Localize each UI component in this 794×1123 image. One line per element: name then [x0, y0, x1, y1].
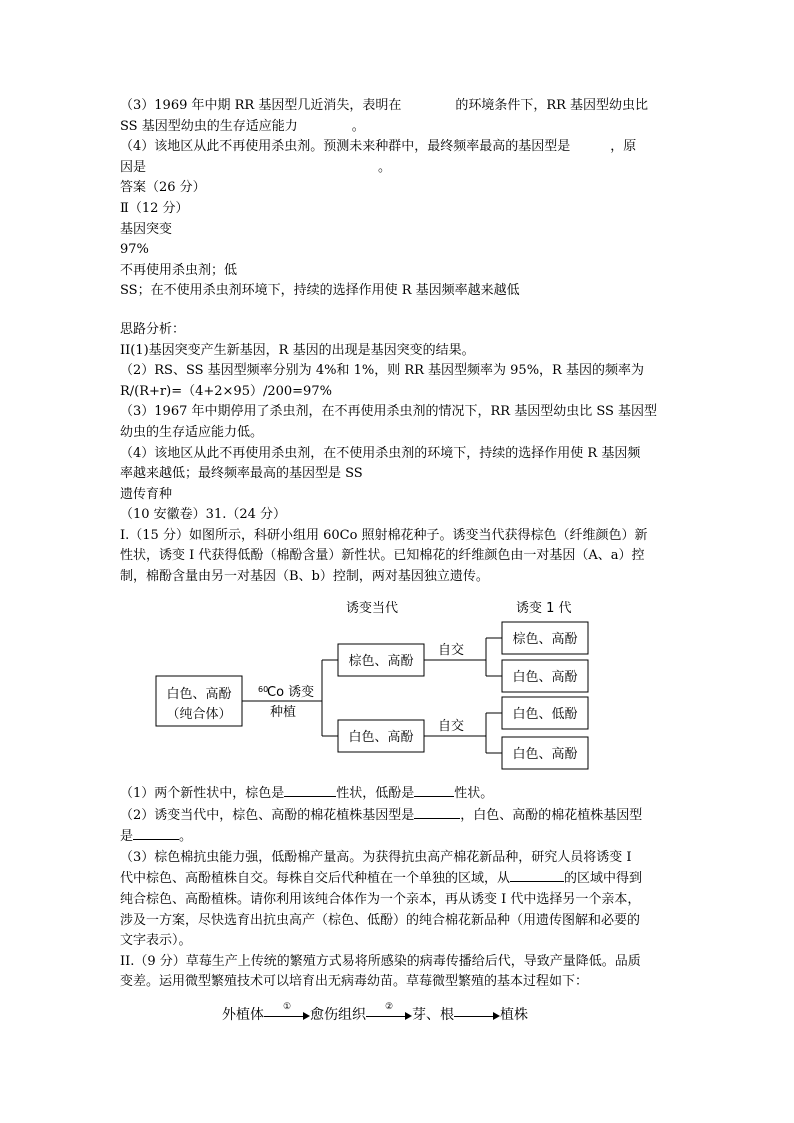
- blank: [414, 805, 460, 819]
- arrow-icon: ①: [264, 1008, 310, 1022]
- answer-item: 97%: [120, 242, 149, 258]
- flow-step: 芽、根: [412, 1007, 454, 1023]
- part1-q3: 文字表示）。: [120, 933, 192, 949]
- arrow-icon: [454, 1008, 500, 1022]
- section-source: （10 安徽卷）31.（24 分）: [120, 507, 287, 523]
- gen0-bottom-label: 白色、高酚: [348, 730, 414, 745]
- part1-q3: （3）棕色棉抗虫能力强，低酚棉产量高。为获得抗虫高产棉花新品种，研究人员将诱变 I: [120, 849, 632, 865]
- document-body: [120, 96, 680, 588]
- gen1-label: 棕色、高酚: [512, 632, 578, 647]
- analysis-line: （2）RS、SS 基因型频率分别为 4%和 1%，则 RR 基因型频率为 95%，R 基因的频率为: [120, 363, 644, 379]
- part1-intro: 制，棉酚含量由另一对基因（B、b）控制，两对基因独立遗传。: [120, 569, 489, 585]
- section-title: 遗传育种: [120, 486, 173, 502]
- blank: [133, 826, 179, 840]
- flow-step: 愈伤组织: [310, 1007, 366, 1023]
- header-gen0: 诱变当代: [346, 601, 399, 616]
- q3-line-1: （3）1969 年中期 RR 基因型几近消失，表明在 的环境条件下，RR 基因型幼虫比: [120, 98, 649, 113]
- gen1-label: 白色、低酚: [512, 707, 578, 722]
- blank: [414, 783, 454, 797]
- analysis-line: II(1)基因突变产生新基因，R 基因的出现是基因突变的结果。: [120, 342, 475, 358]
- analysis-line: 率越来越低；最终频率最高的基因型是 SS: [120, 466, 363, 482]
- flow-step: 外植体: [222, 1007, 264, 1023]
- gen0-top-label: 棕色、高酚: [348, 654, 414, 669]
- gen1-label: 白色、高酚: [512, 670, 578, 685]
- blank: [510, 868, 564, 882]
- part1-q3: 代中棕色、高酚植株自交。每株自交后代种植在一个单独的区域，从 的区域中得到: [120, 868, 680, 890]
- part1-intro: I.（15 分）如图所示，科研小组用 60Co 照射棉花种子。诱变当代获得棕色（纤维颜色）新: [120, 527, 648, 543]
- spacer: [120, 302, 680, 320]
- gen1-label: 白色、高酚: [512, 747, 578, 762]
- document-body-continued: [120, 783, 680, 993]
- part1-q3: 纯合棕色、高酚植株。请你利用该纯合体作为一个亲本，再从诱变 I 代中选择另一个亲本，: [120, 891, 641, 907]
- self-top: 自交: [438, 643, 465, 658]
- analysis-title: 思路分析：: [120, 321, 186, 337]
- parent-label: 白色、高酚: [166, 687, 232, 702]
- part2-intro: II.（9 分）草莓生产上传统的繁殖方式易将所感染的病毒传播给后代，导致产量降低。品质: [120, 953, 641, 969]
- self-bottom: 自交: [438, 719, 465, 734]
- part1-q3: 涉及一方案，尽快选育出抗虫高产（棕色、低酚）的纯合棉花新品种（用遗传图解和必要的: [120, 912, 641, 928]
- treat-label: Co 诱变: [267, 685, 315, 700]
- part1-intro: 性状，诱变 I 代获得低酚（棉酚含量）新性状。已知棉花的纤维颜色由一对基因（A、a）控: [120, 548, 645, 564]
- answer-item: SS；在不使用杀虫剂环境下，持续的选择作用使 R 基因频率越来越低: [120, 283, 520, 299]
- blank: [284, 783, 336, 797]
- parent-sub: （纯合体）: [166, 707, 232, 722]
- treat-sup: 60: [258, 685, 269, 694]
- part1-q1: （1）两个新性状中，棕色是 性状，低酚是 性状。: [120, 783, 680, 805]
- analysis-line: R/(R+r)=（4+2×95）/200=97%: [120, 383, 332, 399]
- analysis-line: 幼虫的生存适应能力低。: [120, 424, 264, 440]
- q4-line-2: 因是 。: [120, 159, 392, 175]
- arrow-icon: ②: [366, 1008, 412, 1022]
- answer-title: 答案（26 分）: [120, 180, 206, 196]
- answer-item: 不再使用杀虫剂；低: [120, 262, 238, 278]
- flow-step: 植株: [500, 1007, 528, 1023]
- part2-intro: 变差。运用微型繁殖技术可以培育出无病毒幼苗。草莓微型繁殖的基本过程如下：: [120, 974, 589, 990]
- mutation-diagram: [150, 598, 620, 778]
- q3-line-2: SS 基因型幼虫的生存适应能力 。: [120, 118, 365, 134]
- micropropagation-flow: [222, 1004, 528, 1024]
- part1-q2: （2）诱变当代中，棕色、高酚的棉花植株基因型是 ，白色、高酚的棉花植株基因型: [120, 805, 680, 827]
- analysis-line: （4）该地区从此不再使用杀虫剂，在不使用杀虫剂的环境下，持续的选择作用使 R 基因频: [120, 445, 641, 461]
- header-gen1: 诱变 1 代: [516, 601, 572, 616]
- part1-q2: 是 。: [120, 826, 680, 848]
- analysis-line: （3）1967 年中期停用了杀虫剂，在不再使用杀虫剂的情况下，RR 基因型幼虫比 SS 基因型: [120, 404, 658, 420]
- answer-part: Ⅱ（12 分）: [120, 200, 189, 216]
- answer-item: 基因突变: [120, 221, 173, 237]
- treat-sub: 种植: [270, 705, 297, 720]
- q4-line-1: （4）该地区从此不再使用杀虫剂。预测未来种群中，最终频率最高的基因型是 ，原: [120, 139, 637, 155]
